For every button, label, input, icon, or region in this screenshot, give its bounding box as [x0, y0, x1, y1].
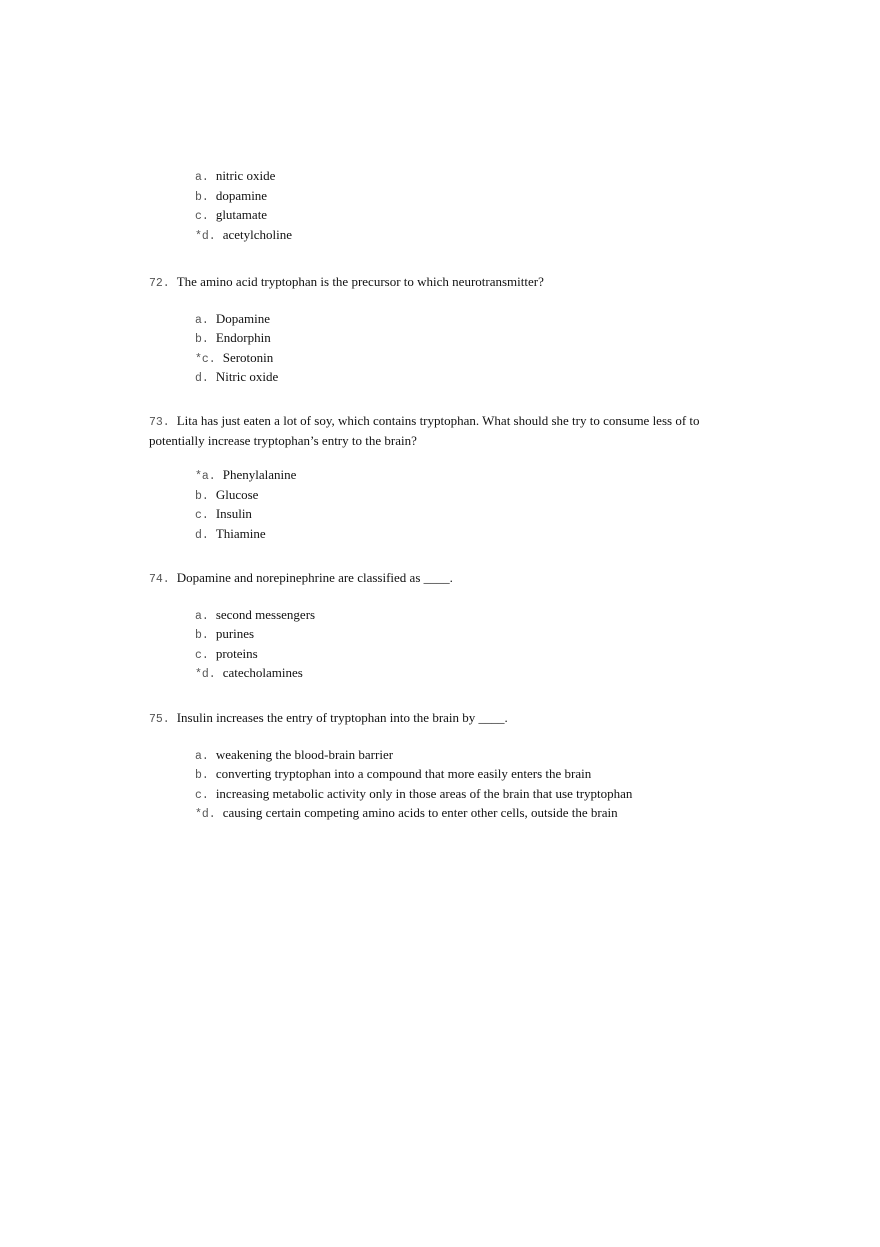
option-label: *c.	[195, 352, 216, 366]
option-label: *d.	[195, 808, 216, 821]
option-label: b.	[195, 489, 209, 503]
option-text: Endorphin	[215, 330, 271, 345]
option-label: c.	[195, 788, 209, 802]
answer-option	[195, 310, 739, 330]
option-text: increasing metabolic activity only in those areas of the brain that use tryptophan	[215, 785, 633, 801]
question-text: The amino acid tryptophan is the precursor to which neurotransmitter?	[176, 274, 544, 289]
option-label: *d.	[195, 668, 216, 681]
answer-option-correct	[195, 804, 739, 824]
answer-option	[195, 187, 739, 207]
answer-option	[195, 505, 739, 525]
question-number: 72.	[149, 277, 170, 290]
answer-option	[195, 525, 739, 545]
option-text: Thiamine	[215, 525, 266, 541]
answer-option	[195, 645, 739, 665]
answer-option	[195, 785, 739, 805]
option-label: c.	[195, 509, 209, 522]
answer-option	[195, 625, 739, 645]
option-text: second messengers	[215, 606, 316, 622]
option-label: c.	[195, 648, 209, 662]
answer-option	[195, 329, 739, 349]
answer-option	[195, 765, 739, 785]
question-block	[149, 709, 739, 824]
answer-option	[195, 368, 739, 388]
option-text: Phenylalanine	[222, 467, 297, 482]
option-label: *a.	[195, 470, 216, 483]
question-number: 73.	[149, 416, 170, 429]
option-text: Glucose	[215, 486, 259, 502]
option-label: c.	[195, 210, 209, 223]
option-text: catecholamines	[222, 665, 303, 680]
answer-option	[195, 746, 739, 766]
question-stem	[149, 709, 739, 729]
answer-option-correct	[195, 349, 739, 369]
option-text: Insulin	[215, 506, 252, 521]
answer-option	[195, 167, 739, 187]
answer-options	[195, 466, 739, 544]
answer-option-correct	[195, 664, 739, 684]
question-block	[149, 569, 739, 684]
option-text: purines	[215, 626, 255, 641]
option-label: d.	[195, 372, 209, 385]
question-block	[149, 412, 739, 544]
question-number: 74.	[149, 573, 170, 586]
option-text: Dopamine	[215, 310, 270, 326]
option-label: a.	[195, 749, 209, 763]
question-stem	[149, 569, 739, 589]
question-text: Dopamine and norepinephrine are classified as ____.	[176, 570, 453, 585]
answer-option	[195, 486, 739, 506]
answer-option-correct	[195, 466, 739, 486]
option-label: a.	[195, 609, 209, 623]
question-text: Insulin increases the entry of tryptophan into the brain by ____.	[176, 710, 508, 725]
option-label: *d.	[195, 229, 216, 243]
answer-options	[195, 167, 739, 245]
option-text: converting tryptophan into a compound that more easily enters the brain	[215, 766, 592, 781]
option-label: d.	[195, 528, 209, 542]
option-label: b.	[195, 333, 209, 346]
answer-options	[195, 606, 739, 684]
option-text: nitric oxide	[215, 168, 276, 183]
question-stem	[149, 412, 739, 449]
answer-option-correct	[195, 226, 739, 246]
question-text: Lita has just eaten a lot of soy, which contains tryptophan. What should she try to consume less of to potentially increase tryptophan’s entry to the brain?	[149, 413, 700, 448]
option-label: a.	[195, 171, 209, 184]
option-text: Serotonin	[222, 349, 274, 365]
question-block	[149, 167, 739, 245]
answer-option	[195, 606, 739, 626]
option-text: Nitric oxide	[215, 369, 279, 384]
option-text: weakening the blood-brain barrier	[215, 746, 394, 762]
option-text: causing certain competing amino acids to enter other cells, outside the brain	[222, 805, 618, 820]
option-label: b.	[195, 190, 209, 204]
question-block	[149, 273, 739, 388]
option-text: glutamate	[215, 207, 268, 222]
option-text: dopamine	[215, 187, 268, 203]
option-label: a.	[195, 313, 209, 327]
option-text: proteins	[215, 645, 258, 661]
option-label: b.	[195, 769, 209, 782]
answer-options	[195, 310, 739, 388]
option-text: acetylcholine	[222, 226, 293, 242]
answer-option	[195, 206, 739, 226]
answer-options	[195, 746, 739, 824]
question-number: 75.	[149, 713, 170, 726]
option-label: b.	[195, 629, 209, 642]
question-stem	[149, 273, 739, 293]
